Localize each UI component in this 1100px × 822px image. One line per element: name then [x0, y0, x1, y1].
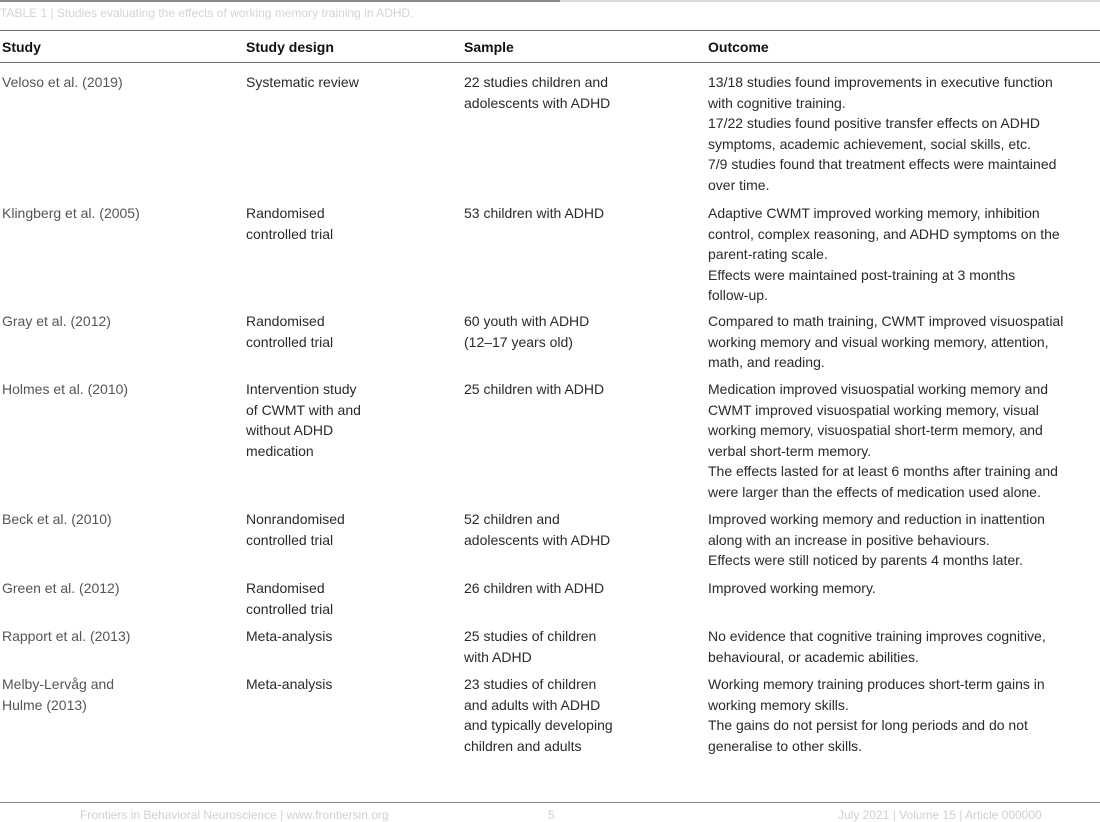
study-design-cell-line: Randomised — [246, 313, 325, 329]
study-design-cell — [246, 72, 436, 93]
study-design-cell-line: Intervention study — [246, 381, 357, 397]
outcome-cell — [708, 674, 1098, 756]
study-cell-line: Klingberg et al. (2005) — [2, 205, 140, 221]
study-cell-line: Beck et al. (2010) — [2, 511, 112, 527]
study-cell-line: Holmes et al. (2010) — [2, 381, 129, 397]
outcome-cell-line: Medication improved visuospatial working memory and — [708, 381, 1049, 397]
outcome-cell-line: were larger than the effects of medication used alone. — [708, 483, 1041, 500]
study-design-cell — [246, 509, 436, 550]
study-design-cell — [246, 626, 436, 647]
sample-cell-line: 22 studies children and — [464, 74, 608, 90]
sample-cell — [464, 626, 684, 667]
outcome-cell-line: working memory and visual working memory, attention, — [708, 333, 1049, 350]
study-design-cell-line: controlled trial — [246, 531, 334, 548]
study-cell — [2, 311, 222, 332]
sample-cell-line: with ADHD — [464, 648, 532, 665]
outcome-cell-line: along with an increase in positive behaviours. — [708, 531, 990, 548]
outcome-cell-line: with cognitive training. — [708, 94, 846, 111]
outcome-cell — [708, 626, 1098, 667]
study-cell-line: Rapport et al. (2013) — [2, 628, 131, 644]
study-design-cell — [246, 311, 436, 352]
sample-cell-line: adolescents with ADHD — [464, 94, 611, 111]
study-cell-line: Gray et al. (2012) — [2, 313, 111, 329]
study-design-cell-line: Nonrandomised — [246, 511, 345, 527]
outcome-cell — [708, 578, 1098, 599]
study-design-cell-line: Meta-analysis — [246, 628, 333, 644]
sample-cell — [464, 509, 684, 550]
study-cell — [2, 379, 222, 400]
study-design-cell-line: Randomised — [246, 205, 325, 221]
footer-date: July 2021 | Volume 15 | Article 000000 — [838, 808, 1042, 822]
top-rule — [0, 0, 1100, 2]
top-rule-accent — [0, 0, 560, 2]
outcome-cell-line: over time. — [708, 176, 770, 193]
study-design-cell-line: medication — [246, 442, 314, 459]
outcome-cell-line: 17/22 studies found positive transfer effects on ADHD — [708, 115, 1041, 131]
outcome-cell — [708, 203, 1098, 306]
outcome-cell-line: Adaptive CWMT improved working memory, inhibition — [708, 205, 1040, 221]
footer-page-number: 5 — [548, 808, 555, 822]
sample-cell-line: 60 youth with ADHD — [464, 313, 590, 329]
study-cell — [2, 72, 222, 93]
outcome-cell-line: control, complex reasoning, and ADHD symptoms on the — [708, 225, 1060, 242]
outcome-cell-line: Improved working memory and reduction in inattention — [708, 511, 1045, 527]
outcome-cell-line: The gains do not persist for long periods and do not — [708, 717, 1028, 733]
outcome-cell-line: follow-up. — [708, 287, 768, 303]
study-design-cell-line: Randomised — [246, 580, 325, 596]
outcome-cell-line: Improved working memory. — [708, 580, 876, 596]
outcome-cell-line: Working memory training produces short-term gains in — [708, 676, 1045, 692]
sample-cell — [464, 72, 684, 113]
outcome-cell-line: math, and reading. — [708, 354, 825, 370]
outcome-cell-line: Effects were still noticed by parents 4 months later. — [708, 552, 1023, 568]
sample-cell-line: 23 studies of children — [464, 676, 597, 692]
study-cell — [2, 509, 222, 530]
outcome-cell-line: Effects were maintained post-training at 3 months — [708, 266, 1016, 283]
study-design-cell — [246, 379, 436, 461]
outcome-cell-line: CWMT improved visuospatial working memory, visual — [708, 401, 1039, 418]
outcome-cell-line: parent-rating scale. — [708, 246, 828, 262]
study-design-cell-line: controlled trial — [246, 600, 334, 617]
sample-cell-line: 53 children with ADHD — [464, 205, 605, 221]
outcome-cell-line: The effects lasted for at least 6 months after training and — [708, 463, 1058, 479]
sample-cell — [464, 674, 684, 756]
outcome-cell — [708, 311, 1098, 373]
footer-rule — [0, 802, 1100, 803]
column-header-outcome: Outcome — [708, 39, 769, 55]
outcome-cell-line: behavioural, or academic abilities. — [708, 648, 919, 665]
outcome-cell-line: Compared to math training, CWMT improved visuospatial — [708, 313, 1064, 329]
study-design-cell-line: Systematic review — [246, 74, 359, 90]
sample-cell-line: and typically developing — [464, 717, 613, 733]
sample-cell-line: 25 studies of children — [464, 628, 597, 644]
study-design-cell-line: controlled trial — [246, 333, 334, 350]
sample-cell-line: 26 children with ADHD — [464, 580, 605, 596]
outcome-cell — [708, 72, 1098, 195]
sample-cell — [464, 379, 684, 400]
column-header-study: Study — [2, 39, 41, 55]
study-design-cell — [246, 203, 436, 244]
study-cell-line: Melby-Lervåg and — [2, 676, 115, 692]
footer-journal: Frontiers in Behavioral Neuroscience | www.frontiersin.org — [80, 808, 389, 822]
study-design-cell-line: of CWMT with and — [246, 401, 361, 418]
study-cell-line: Green et al. (2012) — [2, 580, 120, 596]
outcome-cell-line: No evidence that cognitive training improves cognitive, — [708, 628, 1046, 644]
study-design-cell-line: without ADHD — [246, 422, 334, 438]
sample-cell-line: (12–17 years old) — [464, 333, 573, 350]
sample-cell — [464, 578, 684, 599]
page-footer — [0, 808, 1100, 822]
sample-cell-line: 52 children and — [464, 511, 560, 527]
outcome-cell-line: symptoms, academic achievement, social skills, etc. — [708, 135, 1031, 152]
study-design-cell — [246, 674, 436, 695]
outcome-cell-line: 13/18 studies found improvements in executive function — [708, 74, 1053, 90]
sample-cell-line: adolescents with ADHD — [464, 531, 611, 548]
table-header — [0, 31, 1100, 62]
sample-cell — [464, 203, 684, 224]
study-design-cell-line: controlled trial — [246, 225, 334, 242]
study-design-cell-line: Meta-analysis — [246, 676, 333, 692]
study-cell — [2, 626, 222, 647]
table-caption: TABLE 1 | Studies evaluating the effects of working memory training in ADHD. — [0, 6, 414, 20]
outcome-cell-line: verbal short-term memory. — [708, 442, 872, 459]
study-cell — [2, 203, 222, 224]
outcome-cell-line: 7/9 studies found that treatment effects were maintained — [708, 156, 1057, 172]
sample-cell — [464, 311, 684, 352]
outcome-cell-line: generalise to other skills. — [708, 737, 863, 754]
study-cell-line: Veloso et al. (2019) — [2, 74, 123, 90]
outcome-cell-line: working memory, visuospatial short-term memory, and — [708, 422, 1043, 438]
outcome-cell — [708, 509, 1098, 571]
sample-cell-line: children and adults — [464, 737, 582, 754]
study-design-cell — [246, 578, 436, 619]
outcome-cell — [708, 379, 1098, 502]
column-header-sample: Sample — [464, 39, 514, 55]
column-header-study-design: Study design — [246, 39, 334, 55]
sample-cell-line: and adults with ADHD — [464, 696, 601, 713]
header-bottom-rule — [0, 62, 1100, 63]
sample-cell-line: 25 children with ADHD — [464, 381, 605, 397]
study-cell — [2, 674, 222, 715]
outcome-cell-line: working memory skills. — [708, 696, 849, 713]
study-cell-line: Hulme (2013) — [2, 696, 87, 713]
study-cell — [2, 578, 222, 599]
